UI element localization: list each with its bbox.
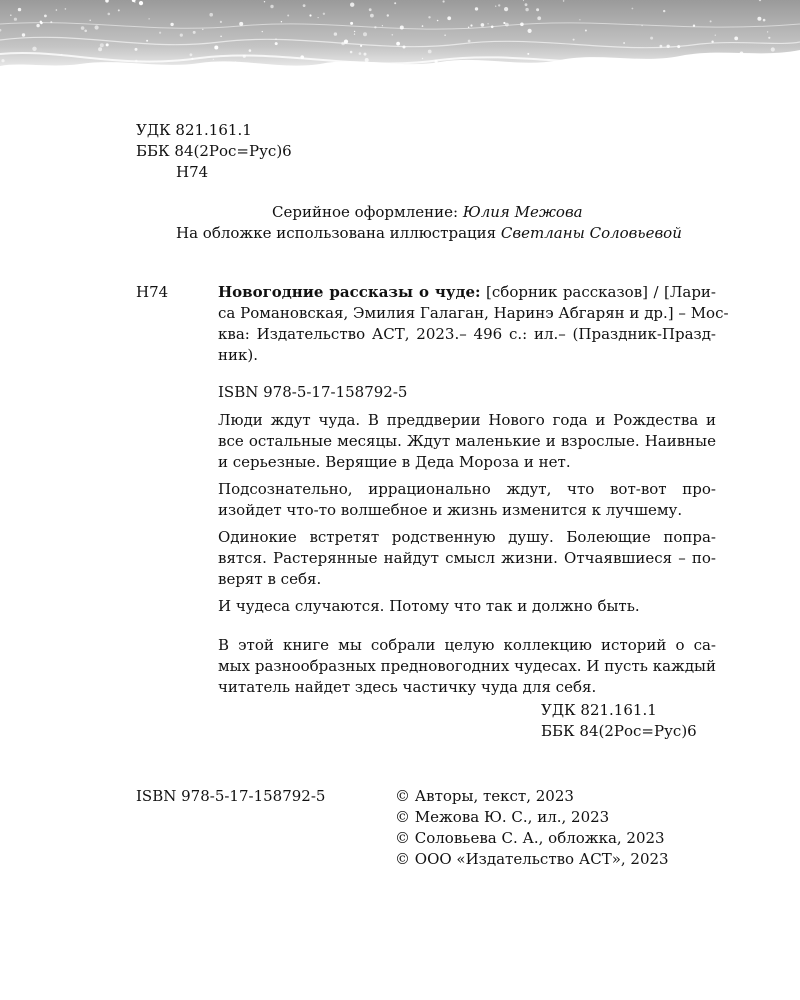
snowflake-dot (239, 22, 243, 26)
snowflake-dot (264, 1, 265, 2)
snowflake-dot (95, 25, 99, 29)
snowflake-dot (536, 8, 539, 11)
snowflake-dot (579, 19, 580, 20)
snowflake-dot (81, 26, 85, 30)
annotation (218, 410, 716, 698)
snowflake-dot (623, 42, 625, 44)
snowflake-dot (180, 34, 183, 37)
snowflake-dot (350, 51, 353, 54)
snowflake-dot (22, 33, 25, 36)
snowflake-dot (118, 9, 120, 11)
snowflake-dot (437, 20, 439, 22)
snowflake-dot (243, 55, 246, 58)
udk-code-top: УДК 821.161.1 (136, 121, 252, 139)
snowflake-dot (632, 8, 634, 10)
snowflake-dot (191, 58, 193, 60)
snowflake-dot (135, 48, 138, 51)
snowflake-dot (202, 29, 203, 30)
snowflake-dot (537, 16, 541, 20)
snowflake-dot (715, 35, 716, 36)
snowflake-dot (220, 21, 222, 23)
snowflake-dot (400, 26, 404, 30)
snowflake-dot (170, 23, 173, 26)
snowflake-dot (135, 60, 138, 63)
bibliographic-description (218, 282, 729, 366)
snowflake-dot (10, 14, 12, 16)
snowflake-dot (382, 25, 383, 26)
snowflake-dot (61, 54, 62, 55)
snowflake-dot (693, 25, 695, 27)
snowflake-dot (768, 37, 770, 39)
snowflake-dot (505, 23, 509, 27)
snowflake-dot (443, 0, 445, 2)
annotation-paragraph: Подсознательно, иррационально ждут, что вот-вот про- изойдет что-то волшебное и жизнь изменится к лучшему. (218, 480, 716, 519)
snowflake-dot (527, 53, 529, 55)
snowflake-dot (365, 58, 369, 62)
snowflake-dot (56, 9, 58, 11)
snowflake-dot (740, 52, 744, 56)
cover-illustration-credit (176, 223, 682, 244)
snowflake-dot (710, 20, 712, 22)
snowflake-dot (363, 32, 367, 36)
annotation-paragraph: В этой книге мы собрали целую коллекцию историй о са- мых разнообразных предновогодних чудесах. И пусть каждый читатель найдет здесь частичку чуда для себя. (218, 636, 716, 696)
snowflake-dot (711, 41, 713, 43)
snowflake-dot (528, 29, 532, 33)
snowflake-dot (354, 34, 355, 35)
snowflake-dot (360, 45, 362, 47)
annotation-paragraph: Одинокие встретят родственную душу. Болеющие попра- вятся. Растерянные найдут смысл жизни. Отчаявшиеся – по- верят в себя. (218, 528, 716, 588)
snowflake-dot (374, 26, 376, 28)
snowflake-dot (491, 26, 494, 29)
snowflake-dot (303, 4, 306, 7)
snowflake-dot (468, 40, 471, 43)
snowflake-dot (767, 31, 768, 32)
series-design-label: Серийное оформление: (272, 203, 459, 221)
snowflake-dot (671, 58, 673, 60)
snowflake-dot (341, 42, 345, 46)
snowflake-dot (660, 45, 663, 48)
biblio-line: ник). (218, 346, 258, 364)
snowflake-dot (354, 31, 355, 32)
snowflake-dot (334, 32, 337, 35)
snowflake-dot (108, 13, 111, 16)
snowflake-dot (403, 46, 406, 49)
annotation-paragraph: Люди ждут чуда. В преддверии Нового года и Рождества и все остальные месяцы. Ждут маленькие и взрослые. Наивные и серьезные. Верящие в Деда Мороза и нет. (218, 411, 716, 471)
snowflake-dot (149, 18, 150, 19)
book-title: Новогодние рассказы о чуде: (218, 283, 481, 301)
snowflake-dot (525, 3, 528, 6)
snowflake-dot (498, 4, 500, 6)
snowflake-dot (190, 53, 193, 56)
snowflake-dot (734, 37, 738, 41)
snowflake-dot (447, 16, 451, 20)
snowflake-dot (394, 2, 396, 4)
snowflake-dot (422, 25, 424, 27)
snowflake-dot (503, 22, 505, 24)
snowflake-dot (667, 45, 670, 48)
snowflake-dot (318, 17, 319, 18)
snowflake-dot (475, 7, 478, 10)
snowflake-dot (249, 49, 252, 52)
snowflake-dot (214, 46, 218, 50)
snowflake-dot (392, 34, 394, 36)
isbn-footer: ISBN 978-5-17-158792-5 (136, 787, 326, 805)
snowflake-dot (209, 13, 213, 17)
biblio-line: ква: Издательство АСТ, 2023.– 496 с.: ил.– (Праздник-Празд- (218, 325, 716, 343)
snowflake-dot (323, 13, 325, 15)
snowflake-dot (468, 27, 469, 28)
snowflake-dot (100, 43, 104, 47)
snowflake-dot (387, 14, 389, 16)
snowflake-dot (65, 8, 67, 10)
snowflake-dot (757, 17, 761, 21)
snowflake-dot (396, 42, 400, 46)
author-mark-top: Н74 (176, 163, 209, 181)
snowflake-dot (84, 30, 87, 33)
snowflake-dot (359, 52, 362, 55)
snowflake-dot (525, 8, 528, 11)
snowflake-dot (663, 10, 665, 12)
snowflake-dot (270, 5, 273, 8)
snowflake-dot (677, 45, 680, 48)
snowflake-dot (563, 0, 565, 2)
snowflake-dot (495, 6, 496, 7)
snowflake-dot (771, 47, 775, 51)
snowflake-dot (763, 19, 766, 22)
copyright-block (395, 786, 669, 870)
snowflake-dot (1, 59, 4, 62)
snowflake-dot (422, 58, 423, 59)
cover-illustration-label: На обложке использована иллюстрация (176, 224, 497, 242)
snowflake-dot (661, 59, 665, 63)
snowflake-dot (275, 42, 278, 45)
cover-illustrator-name: Светланы Соловьевой (500, 224, 682, 242)
snowflake-dot (364, 53, 367, 56)
snowflake-dot (98, 47, 102, 51)
snowflake-dot (487, 23, 488, 24)
snowflake-dot (287, 15, 289, 17)
snowflake-dot (40, 21, 42, 23)
snowflake-dot (89, 20, 91, 22)
snowflake-dot (36, 24, 39, 27)
copyright-line: © ООО «Издательство АСТ», 2023 (395, 850, 669, 868)
series-design-credit (272, 202, 583, 223)
snowflake-dot (350, 22, 353, 25)
udk-code-bottom: УДК 821.161.1 (541, 701, 657, 719)
snowflake-dot (520, 23, 524, 27)
snowflake-dot (281, 21, 282, 22)
isbn-biblio: ISBN 978-5-17-158792-5 (218, 383, 408, 401)
snowflake-dot (444, 34, 446, 36)
snowflake-dot (585, 30, 587, 32)
snowflake-dot (350, 2, 354, 6)
snowflake-dot (641, 25, 642, 26)
snowflake-dot (14, 18, 17, 21)
author-mark-biblio: Н74 (136, 283, 169, 301)
snowflake-dot (32, 47, 36, 51)
snowflake-dot (300, 55, 304, 59)
series-designer-name: Юлия Межова (462, 203, 583, 221)
snowflake-dot (262, 31, 263, 32)
biblio-line: са Романовская, Эмилия Галаган, Наринэ Абгарян и др.] – Мос- (218, 304, 729, 322)
copyright-line: © Соловьева С. А., обложка, 2023 (395, 829, 665, 847)
snowflake-dot (650, 37, 653, 40)
bbk-code-bottom: ББК 84(2Рос=Рус)6 (541, 722, 697, 740)
snowflake-dot (275, 38, 276, 39)
snowflake-dot (470, 24, 472, 26)
snowflake-dot (18, 8, 21, 11)
snowflake-dot (504, 7, 508, 11)
snowflake-dot (774, 54, 776, 56)
copyright-line: © Межова Ю. С., ил., 2023 (395, 808, 610, 826)
decorative-header-band (0, 0, 800, 80)
bbk-code-top: ББК 84(2Рос=Рус)6 (136, 142, 292, 160)
snowflake-dot (708, 58, 710, 60)
annotation-paragraph: И чудеса случаются. Потому что так и должно быть. (218, 597, 640, 615)
snowflake-dot (235, 61, 236, 62)
snowflake-dot (106, 43, 109, 46)
biblio-line: Новогодние рассказы о чуде: [сборник рассказов] / [Лари- (218, 283, 716, 301)
snowflake-dot (481, 23, 485, 27)
snowflake-dot (428, 16, 430, 18)
snowflake-dot (159, 32, 161, 34)
snowflake-dot (50, 21, 52, 23)
snowflake-dot (428, 50, 432, 54)
snowflake-dot (435, 60, 438, 63)
snowflake-dot (193, 31, 196, 34)
snow-illustration (0, 0, 800, 80)
snowflake-dot (220, 36, 222, 38)
snowflake-dot (369, 8, 372, 11)
copyright-line: © Авторы, текст, 2023 (395, 787, 574, 805)
snowflake-dot (213, 59, 214, 60)
snowflake-dot (146, 40, 148, 42)
snowflake-dot (309, 14, 311, 16)
snowflake-dot (573, 39, 575, 41)
snowflake-dot (370, 14, 374, 18)
snowflake-dot (139, 1, 143, 5)
snowflake-dot (44, 15, 47, 18)
